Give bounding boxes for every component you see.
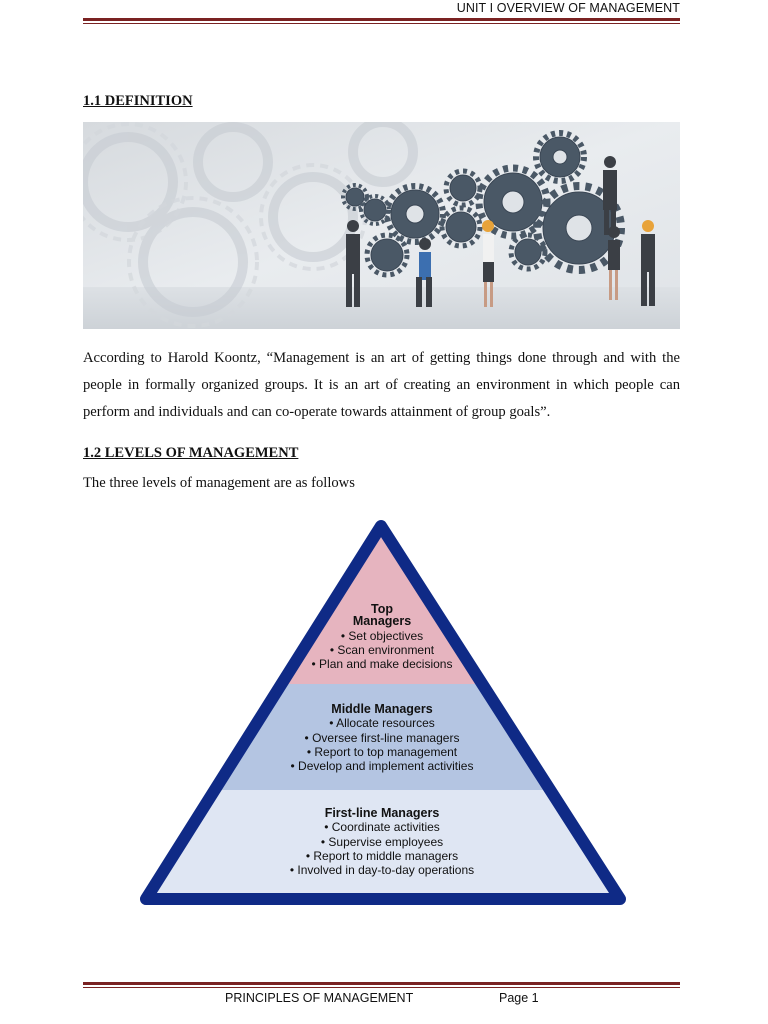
top-tier-title-line2: Managers [352,614,412,628]
pyramid-svg [136,514,630,910]
middle-tier-title: Middle Managers [331,702,433,716]
footer-rule [83,982,680,985]
section-heading-definition: 1.1 DEFINITION [83,93,193,109]
bottom-tier-item: • Supervise employees [320,835,444,849]
levels-intro: The three levels of management are as follows [83,475,355,491]
bottom-tier-item: • Involved in day-to-day operations [289,863,475,877]
section-heading-levels: 1.2 LEVELS OF MANAGEMENT [83,445,299,461]
gears-image [83,122,680,329]
top-tier-item: • Scan environment [329,643,435,657]
header-rule-thin [83,23,680,24]
top-tier-title-line1: Top [371,602,393,616]
middle-tier-item: • Allocate resources [329,716,435,730]
page-number: Page 1 [499,991,539,1005]
top-tier-item: • Set objectives [340,629,424,643]
middle-tier-item: • Report to top management [306,745,458,759]
bottom-tier-item: • Report to middle managers [305,849,459,863]
management-pyramid [136,514,630,910]
header-title: UNIT I OVERVIEW OF MANAGEMENT [456,1,680,15]
middle-tier-item: • Oversee first-line managers [304,731,460,745]
header-rule [83,18,680,21]
top-tier-item: • Plan and make decisions [311,657,453,671]
footer-rule-thin [83,987,680,988]
gears-illustration [83,122,680,329]
footer-course-title: PRINCIPLES OF MANAGEMENT [225,991,414,1005]
definition-paragraph: According to Harold Koontz, “Management is an art of getting things done through and with the people in formally organized groups. It is an art of creating an environment in which people can perform and individuals and can co-operate towards attainment of group goals”. [83,350,680,420]
bottom-tier-item: • Coordinate activities [324,820,440,834]
bottom-tier-title: First-line Managers [324,806,440,820]
middle-tier-item: • Develop and implement activities [290,759,474,773]
